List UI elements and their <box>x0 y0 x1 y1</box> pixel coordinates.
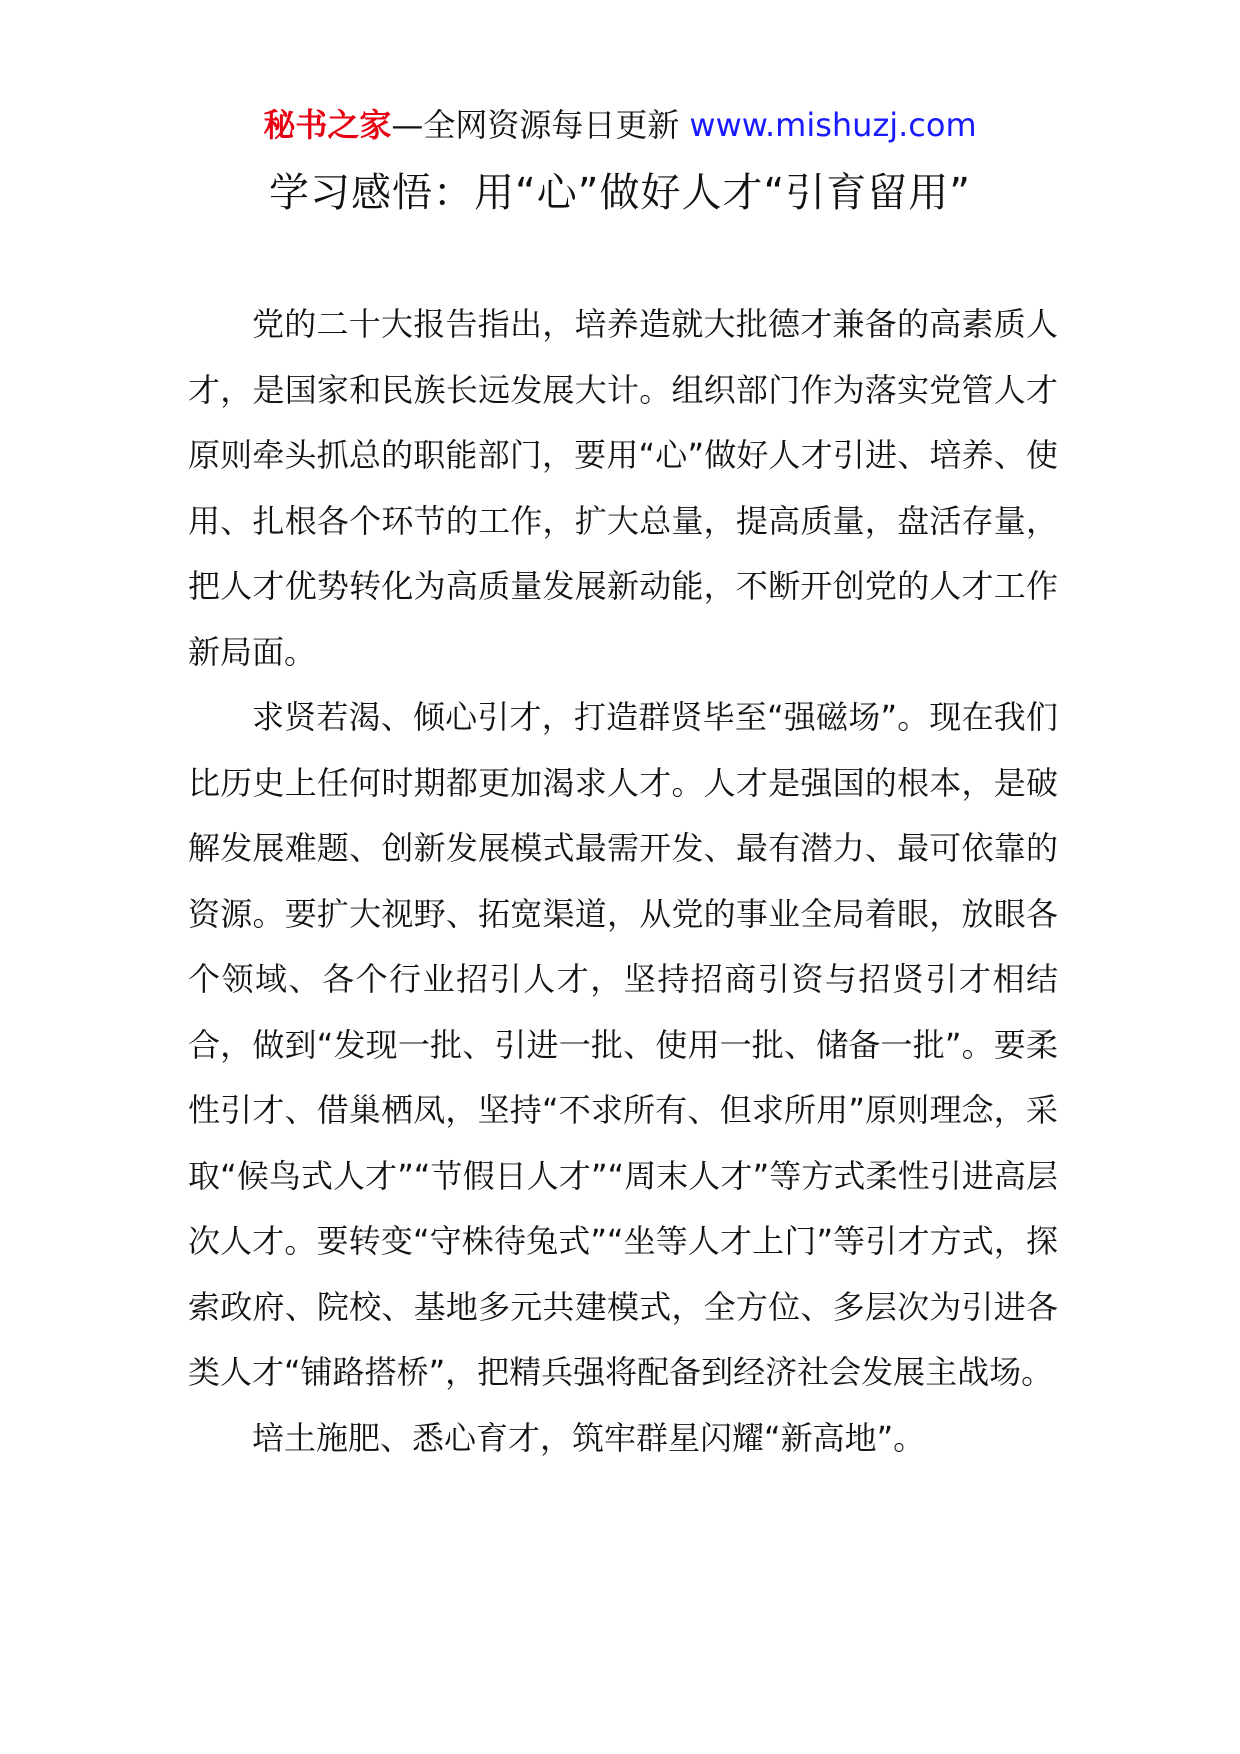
paragraph: 培土施肥、悉心育才，筑牢群星闪耀“新高地”。 <box>252 1418 926 1457</box>
paragraph: 求贤若渴、倾心引才，打造群贤毕至“强磁场”。现在我们比历史上任何时期都更加渴求人才。人才是强国的根本，是破解发展难题、创新发展模式最需开发、最有潜力、最可依靠的资源。要扩大视野、拓宽渠道，从党的事业全局着眼，放眼各个领域、各个行业招引人才，坚持招商引资与招贤引才相结合，做到“发现一批、引进一批、使用一批、储备一批”。要柔性引才、借巢栖凤，坚持“不求所有、但求所用”原则理念，采取“候鸟式人才”“节假日人才”“周末人才”等方式柔性引进高层次人才。要转变“守株待兔式”“坐等人才上门”等引才方式，探索政府、院校、基地多元共建模式，全方位、多层次为引进各类人才“铺路搭桥”，把精兵强将配备到经济社会发展主战场。 <box>188 698 1058 1391</box>
site-url-link[interactable]: www.mishuzj.com <box>689 106 977 144</box>
site-header <box>0 100 1240 150</box>
document-body <box>188 292 1058 1471</box>
paragraph: 党的二十大报告指出，培养造就大批德才兼备的高素质人才，是国家和民族长远发展大计。组织部门作为落实党管人才原则牵头抓总的职能部门，要用“心”做好人才引进、培养、使用、扎根各个环节的工作，扩大总量，提高质量，盘活存量，把人才优势转化为高质量发展新动能，不断开创党的人才工作新局面。 <box>188 305 1058 671</box>
document-title: 学习感悟：用“心”做好人才“引育留用” <box>269 170 971 216</box>
brand-name: 秘书之家 <box>263 106 392 144</box>
header-tagline: —全网资源每日更新 <box>391 106 680 144</box>
